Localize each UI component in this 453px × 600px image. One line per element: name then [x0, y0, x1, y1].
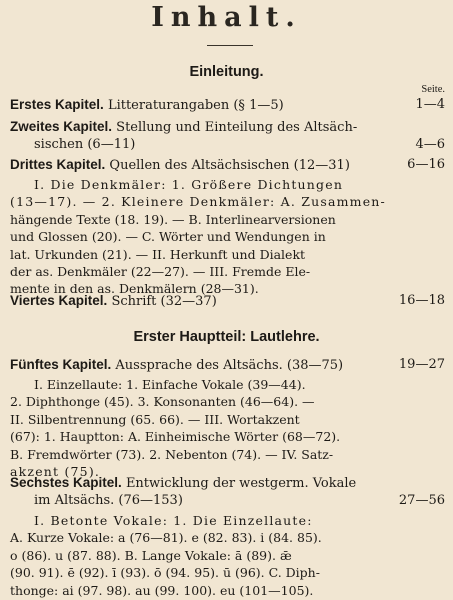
- toc-entry-fuenftes: [10, 356, 445, 374]
- chapter-text: Stellung und Einteilung des Altsäch-: [116, 120, 358, 135]
- subsection-line: II. Silbentrennung (65. 66). — III. Wortakzent: [10, 411, 300, 427]
- chapter-text-cont: sischen (6—11): [34, 137, 136, 152]
- toc-entry-sechstes: [10, 474, 445, 510]
- subsection-line: (13—17). — 2. Kleinere Denkmäler: A. Zusammen-: [10, 194, 386, 210]
- chapter-text: Schrift (32—37): [111, 294, 217, 309]
- subsection-line: der as. Denkmäler (22—27). — III. Fremde Ele-: [10, 263, 311, 279]
- chapter-label: Drittes Kapitel.: [10, 157, 106, 172]
- subsection-line: A. Kurze Vokale: a (76—81). e (82. 83). i (84. 85).: [10, 530, 322, 546]
- chapter-text: Litteraturangaben (§ 1—5): [107, 98, 284, 113]
- page-range: 4—6: [415, 137, 445, 152]
- page-range: 16—18: [398, 293, 445, 308]
- chapter-label: Erstes Kapitel.: [10, 97, 104, 112]
- toc-entry-viertes: [10, 292, 445, 310]
- chapter-text: Quellen des Altsächsischen (12—31): [109, 158, 350, 173]
- subsection-line: mente in den as. Denkmälern (28—31).: [10, 281, 259, 297]
- subsection-line: lat. Urkunden (21). — II. Herkunft und Dialekt: [10, 246, 306, 262]
- chapter-text: Entwicklung der westgerm. Vokale: [125, 476, 357, 491]
- chapter-label: Sechstes Kapitel.: [10, 475, 122, 490]
- subsection-line: (67): 1. Hauptton: A. Einheimische Wörter (68—72).: [10, 429, 341, 445]
- subsection-line: I. Betonte Vokale: 1. Die Einzellaute:: [34, 513, 313, 528]
- subsection-line: hängende Texte (18. 19). — B. Interlinearversionen: [10, 211, 336, 227]
- subsection-line: o (86). u (87. 88). B. Lange Vokale: ā (89). ǣ: [10, 547, 292, 563]
- page-range: 6—16: [407, 157, 445, 172]
- sechstes-subsections: [10, 512, 423, 599]
- subsection-line: B. Fremdwörter (73). 2. Nebenton (74). — IV. Satz-: [10, 446, 334, 462]
- chapter-label: Fünftes Kapitel.: [10, 357, 112, 372]
- section-heading-einleitung: Einleitung.: [189, 64, 264, 80]
- page-title: Inhalt.: [151, 2, 302, 33]
- toc-entry-drittes: [10, 156, 445, 174]
- toc-entry-erstes: [10, 96, 445, 114]
- toc-entry-zweites: [10, 118, 445, 154]
- subsection-line: (90. 91). ē (92). ī (93). ō (94. 95). ū (96). C. Diph-: [10, 565, 320, 581]
- chapter-text-cont: im Altsächs. (76—153): [34, 493, 183, 508]
- chapter-text: Aussprache des Altsächs. (38—75): [115, 358, 344, 373]
- page-range: 27—56: [398, 493, 445, 508]
- subsection-line: I. Die Denkmäler: 1. Größere Dichtungen: [34, 177, 344, 192]
- subsection-line: thonge: ai (97. 98). au (99. 100). eu (101—105).: [10, 582, 314, 598]
- section-heading-hauptteil: Erster Hauptteil: Lautlehre.: [133, 329, 320, 345]
- title-rule: [207, 45, 253, 46]
- page-range: 19—27: [398, 357, 445, 372]
- page-range: 1—4: [415, 97, 445, 112]
- subsection-line: und Glossen (20). — C. Wörter und Wendungen in: [10, 229, 326, 245]
- subsection-line: I. Einzellaute: 1. Einfache Vokale (39—44).: [34, 377, 306, 392]
- chapter-label: Zweites Kapitel.: [10, 119, 113, 134]
- fuenftes-subsections: [10, 376, 423, 480]
- subsection-line: akzent (75).: [10, 463, 101, 479]
- drittes-subsections: [10, 176, 423, 298]
- page-column-label: Seite.: [421, 84, 445, 95]
- subsection-line: 2. Diphthonge (45). 3. Konsonanten (46—64). —: [10, 394, 315, 410]
- chapter-label: Viertes Kapitel.: [10, 293, 108, 308]
